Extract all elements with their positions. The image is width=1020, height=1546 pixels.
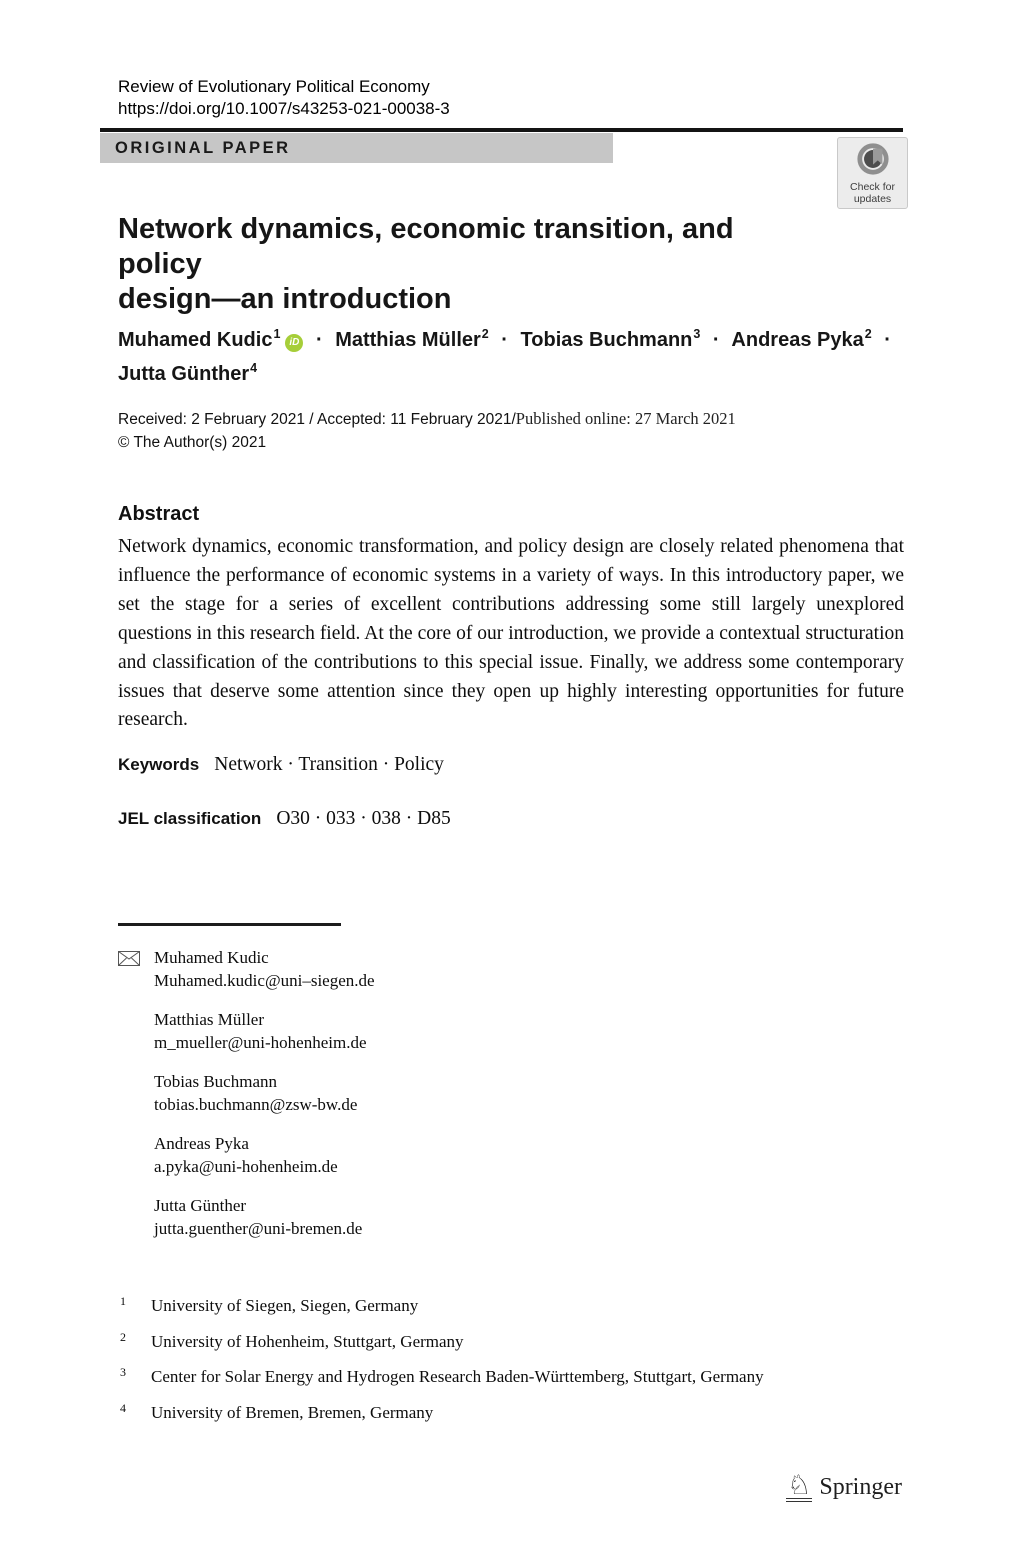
- author-3: Tobias Buchmann$^3$: [520, 327, 701, 351]
- author-1-affiliation-sup: 1: [273, 327, 281, 341]
- affiliation-3: [118, 1365, 908, 1388]
- author-5-affiliation-sup: 4: [250, 361, 258, 375]
- corresponding-author-name: Muhamed Kudic: [154, 948, 269, 967]
- jel-row: [118, 808, 451, 830]
- affiliation-1: [118, 1294, 908, 1317]
- author-5: Jutta Günther$^4$: [118, 361, 258, 385]
- article-type-banner: [100, 133, 613, 163]
- author-2-affiliation-sup: 2: [481, 327, 489, 341]
- title-line-2: design—an introduction: [118, 283, 452, 315]
- springer-knight-icon: ♘: [787, 1470, 812, 1500]
- abstract-text: Network dynamics, economic transformation, and policy design are closely related phenomena that influence the performance of economic systems in a variety of ways. In this introductory paper, we set the stage for a series of excellent contributions addressing some still largely unexplored questions in this research field. At the core of our introduction, we provide a contextual structuration and classification of the contributions to this special issue. Finally, we address some contemporary issues that deserve some attention since they open up highly interesting opportunities for future research.: [118, 536, 904, 731]
- check-for-updates-badge[interactable]: [837, 137, 908, 209]
- author-separator: ·: [501, 329, 508, 351]
- author-list: [118, 320, 908, 388]
- affiliation-1-text: University of Siegen, Siegen, Germany: [151, 1296, 419, 1315]
- affiliation-4: [118, 1401, 908, 1424]
- affiliation-2: [118, 1330, 908, 1353]
- contact-name: Andreas Pyka: [154, 1134, 249, 1153]
- affiliation-2-text: University of Hohenheim, Stuttgart, Germany: [151, 1331, 464, 1351]
- corresponding-author-email[interactable]: Muhamed.kudic@uni–siegen.de: [154, 971, 375, 990]
- corresponding-author: [118, 946, 598, 992]
- contact-entry: [118, 1132, 598, 1178]
- contact-entry: [118, 1194, 598, 1240]
- affiliation-4-number: 4: [120, 1400, 126, 1415]
- author-separator: ·: [315, 329, 323, 351]
- received-accepted-text: Received: 2 February 2021 / Accepted: 11 February 2021/: [118, 411, 516, 428]
- jel-value: O30 · 033 · 038 · D85: [276, 808, 451, 829]
- contact-email[interactable]: a.pyka@uni-hohenheim.de: [154, 1157, 338, 1176]
- author-3-affiliation-sup: 3: [693, 327, 701, 341]
- author-4-affiliation-sup: 2: [864, 327, 872, 341]
- contact-block: [118, 946, 598, 1256]
- header-rule: [100, 128, 903, 132]
- springer-wordmark: Springer: [819, 1473, 902, 1500]
- check-badge-text-line2: updates: [853, 193, 892, 205]
- check-badge-text-line1: Check for: [850, 181, 895, 193]
- journal-name: Review of Evolutionary Political Economy: [118, 77, 430, 96]
- footnote-rule: [118, 923, 341, 926]
- doi-link[interactable]: https://doi.org/10.1007/s43253-021-00038-3: [118, 99, 450, 118]
- published-online-text: Published online: 27 March 2021: [515, 409, 736, 428]
- keywords-row: [118, 754, 444, 776]
- abstract-heading: Abstract: [118, 503, 200, 525]
- keywords-label: Keywords: [118, 755, 200, 774]
- affiliation-2-number: 2: [120, 1329, 126, 1344]
- affiliation-3-number: 3: [120, 1365, 126, 1379]
- title-line-1: Network dynamics, economic transition, and policy: [118, 213, 734, 280]
- orcid-icon[interactable]: iD: [285, 334, 303, 352]
- contact-name: Tobias Buchmann: [154, 1072, 277, 1091]
- email-envelope-icon: [118, 949, 140, 972]
- affiliation-1-number: 1: [120, 1294, 126, 1308]
- affiliation-3-text: Center for Solar Energy and Hydrogen Research Baden-Württemberg, Stuttgart, Germany: [151, 1367, 764, 1386]
- contact-email[interactable]: jutta.guenther@uni-bremen.de: [154, 1219, 363, 1238]
- author-separator: ·: [712, 329, 720, 351]
- author-separator: ·: [884, 329, 891, 351]
- affiliation-list: [118, 1294, 908, 1436]
- author-4: Andreas Pyka$^2$: [731, 327, 872, 351]
- springer-logo: [786, 1472, 902, 1502]
- affiliation-4-text: University of Bremen, Bremen, Germany: [151, 1402, 434, 1422]
- article-history: [118, 408, 736, 454]
- author-2: Matthias Müller$^2$: [335, 327, 489, 351]
- contact-email[interactable]: m_mueller@uni-hohenheim.de: [154, 1033, 367, 1052]
- contact-name: Jutta Günther: [154, 1196, 247, 1215]
- contact-email[interactable]: tobias.buchmann@zsw-bw.de: [154, 1095, 358, 1114]
- page-title: [118, 212, 818, 317]
- copyright-text: © The Author(s) 2021: [118, 433, 267, 451]
- article-type-label: ORIGINAL PAPER: [115, 138, 291, 157]
- author-1: Muhamed Kudic$^1$: [118, 327, 281, 351]
- jel-label: JEL classification: [118, 809, 262, 828]
- contact-name: Matthias Müller: [154, 1010, 265, 1029]
- keywords-value: Network · Transition · Policy: [214, 754, 444, 775]
- contact-entry: [118, 1008, 598, 1054]
- contact-entry: [118, 1070, 598, 1116]
- check-for-updates-icon: [856, 142, 890, 181]
